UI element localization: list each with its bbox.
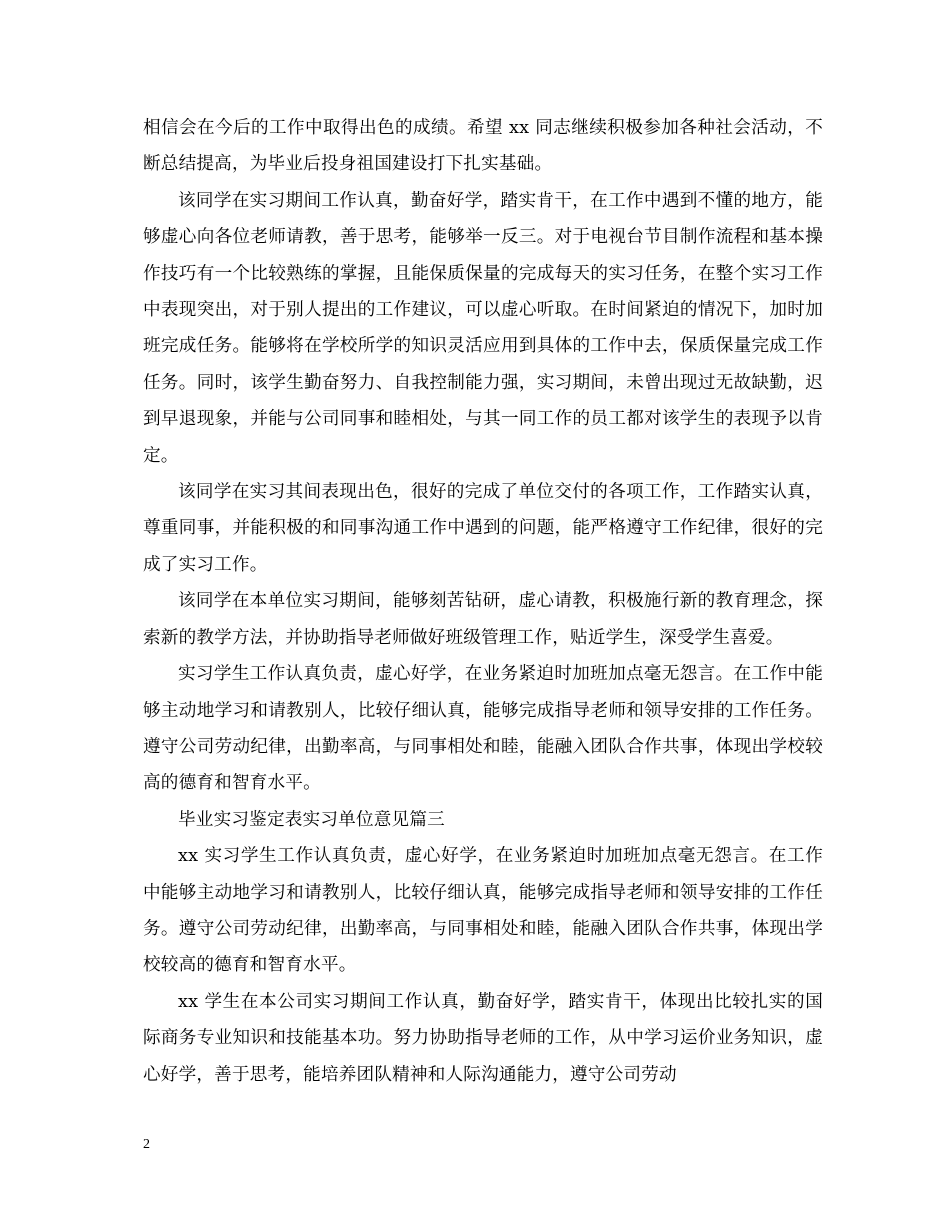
paragraph-1: 相信会在今后的工作中取得出色的成绩。希望 xx 同志继续积极参加各种社会活动，不断总结提高，为毕业后投身祖国建设打下扎实基础。: [143, 118, 823, 175]
paragraph-7: xx 学生在本公司实习期间工作认真，勤奋好学，踏实肯干，体现出比较扎实的国际商务专业知识和技能基本功。努力协助指导老师的工作，从中学习运价业务知识，虚心好学，善于思考，能培养团队精神和人际沟通能力，遵守公司劳动: [143, 991, 823, 1085]
paragraph-6: xx 实习学生工作认真负责，虚心好学，在业务紧迫时加班加点毫无怨言。在工作中能够主动地学习和请教别人，比较仔细认真，能够完成指导老师和领导安排的工作任务。遵守公司劳动纪律，出勤率高，与同事相处和睦，能融入团队合作共事，体现出学校较高的德育和智育水平。: [143, 846, 823, 976]
paragraph-5: 实习学生工作认真负责，虚心好学，在业务紧迫时加班加点毫无怨言。在工作中能够主动地学习和请教别人，比较仔细认真，能够完成指导老师和领导安排的工作任务。遵守公司劳动纪律，出勤率高，与同事相处和睦，能融入团队合作共事，体现出学校较高的德育和智育水平。: [143, 664, 823, 794]
document-body: [143, 110, 823, 1093]
section-heading: 毕业实习鉴定表实习单位意见篇三: [178, 809, 445, 830]
paragraph-4: 该同学在本单位实习期间，能够刻苦钻研，虚心请教，积极施行新的教育理念，探索新的教学方法，并协助指导老师做好班级管理工作，贴近学生，深受学生喜爱。: [143, 591, 823, 648]
page-number: 2: [143, 1137, 150, 1152]
paragraph-3: 该同学在实习其间表现出色，很好的完成了单位交付的各项工作，工作踏实认真，尊重同事，并能积极的和同事沟通工作中遇到的问题，能严格遵守工作纪律，很好的完成了实习工作。: [143, 482, 823, 575]
paragraph-2: 该同学在实习期间工作认真，勤奋好学，踏实肯干，在工作中遇到不懂的地方，能够虚心向各位老师请教，善于思考，能够举一反三。对于电视台节目制作流程和基本操作技巧有一个比较熟练的掌握，且能保质保量的完成每天的实习任务，在整个实习工作中表现突出，对于别人提出的工作建议，可以虚心听取。在时间紧迫的情况下，加时加班完成任务。能够将在学校所学的知识灵活应用到具体的工作中去，保质保量完成工作任务。同时，该学生勤奋努力、自我控制能力强，实习期间，未曾出现过无故缺勤，迟到早退现象，并能与公司同事和睦相处，与其一同工作的员工都对该学生的表现予以肯定。: [143, 190, 823, 466]
